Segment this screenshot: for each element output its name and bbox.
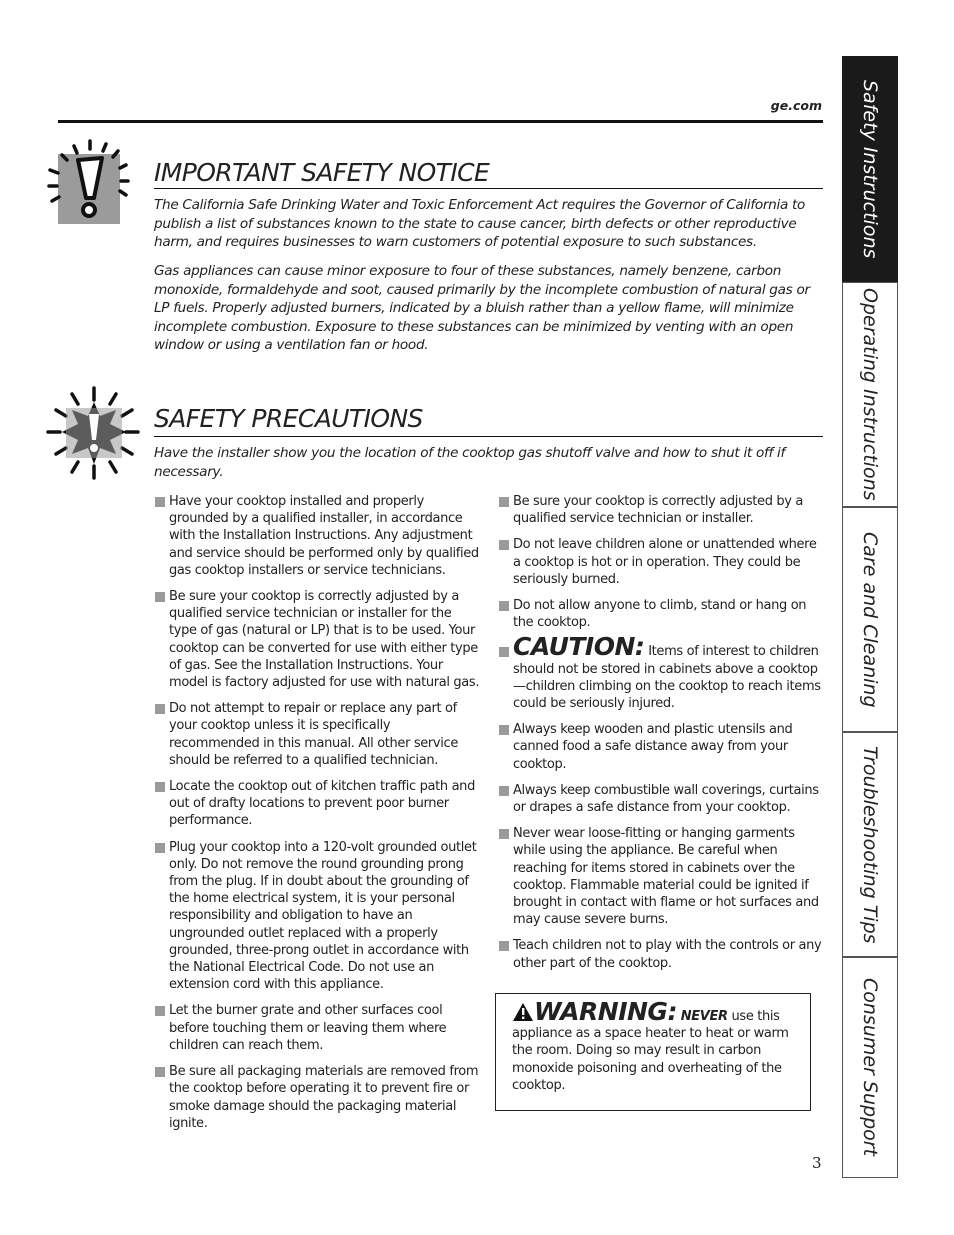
caution-text: Items of interest to children should not be stored in cabinets above a cooktop—children climbing on the cooktop to reach items could be seriously injured. xyxy=(513,644,821,712)
site-url: ge.com xyxy=(770,98,822,113)
list-item: Locate the cooktop out of kitchen traffic path and out of drafty locations to prevent poor burner performance. xyxy=(155,778,481,830)
bullet-square xyxy=(155,782,165,792)
burst-exclamation-icon xyxy=(44,384,144,484)
bullet-square xyxy=(155,1067,165,1077)
bullet-square xyxy=(155,592,165,602)
precautions-title: SAFETY PRECAUTIONS xyxy=(154,404,423,433)
tab-troubleshooting-tips[interactable]: Troubleshooting Tips xyxy=(842,732,898,957)
precautions-rule xyxy=(154,436,823,437)
caution-label: CAUTION: xyxy=(513,632,645,662)
bullet-square xyxy=(499,647,509,657)
notice-paragraph-1: The California Safe Drinking Water and Toxic Enforcement Act requires the Governor of California to publish a list of substances known to the state to cause cancer, birth defects or other reproductive harm, and requires businesses to warn customers of potential exposure to such substances. xyxy=(154,197,806,251)
tab-operating-instructions[interactable]: Operating Instructions xyxy=(842,282,898,507)
bullet-square xyxy=(499,540,509,550)
tab-consumer-support[interactable]: Consumer Support xyxy=(842,957,898,1178)
warning-text: use this appliance as a space heater to heat or warm the room. Doing so may result in carbon monoxide poisoning and overheating of the cooktop. xyxy=(512,1009,789,1093)
list-item: Do not leave children alone or unattended where a cooktop is hot or in operation. They could be seriously burned. xyxy=(499,536,823,588)
notice-title: IMPORTANT SAFETY NOTICE xyxy=(154,158,490,187)
warning-label: WARNING: xyxy=(534,997,677,1026)
list-item: Never wear loose-fitting or hanging garments while using the appliance. Be careful when reaching for items stored in cabinets over the cooktop. Flammable material could be ignited if brought in contact with flame or hot surfaces and may cause severe burns. xyxy=(499,825,823,928)
bullet-square xyxy=(499,786,509,796)
warning-box xyxy=(495,993,811,1111)
bullet-square xyxy=(155,704,165,714)
bullet-square xyxy=(499,941,509,951)
bullet-square xyxy=(155,843,165,853)
right-column xyxy=(499,493,823,981)
list-item: Always keep combustible wall coverings, curtains or drapes a safe distance from your cooktop. xyxy=(499,782,823,816)
exclamation-icon xyxy=(44,138,136,230)
bullet-square xyxy=(499,601,509,611)
notice-paragraph-2: Gas appliances can cause minor exposure to four of these substances, namely benzene, carbon monoxide, formaldehyde and soot, caused primarily by the incomplete combustion of natural gas or LP fuels. Properly adjusted burners, indicated by a bluish rather than a yellow flame, will minimize incomplete combustion. Exposure to these substances can be minimized by venting with an open window or using a ventilation fan or hood. xyxy=(154,263,810,354)
tab-safety-instructions[interactable]: Safety Instructions xyxy=(842,56,898,282)
caution-item xyxy=(499,632,823,712)
bullet-square xyxy=(155,1006,165,1016)
list-item: Have your cooktop installed and properly grounded by a qualified installer, in accordance with the Installation Instructions. Any adjustment and service should be performed only by qualified gas cooktop installers or service technicians. xyxy=(155,493,481,579)
list-item: Do not allow anyone to climb, stand or hang on the cooktop. xyxy=(499,597,823,631)
left-column xyxy=(155,493,481,1141)
bullet-square xyxy=(155,497,165,507)
warning-triangle-icon xyxy=(512,1002,534,1022)
list-item: Be sure your cooktop is correctly adjusted by a qualified service technician or installer for the type of gas (natural or LP) that is to be used. Your cooktop can be converted for use with either type of gas. See the Installation Instructions. Your model is factory adjusted for use with natural gas. xyxy=(155,588,481,691)
list-item: Do not attempt to repair or replace any part of your cooktop unless it is specifically recommended in this manual. All other service should be referred to a qualified technician. xyxy=(155,700,481,769)
page-number: 3 xyxy=(812,1154,822,1172)
bullet-square xyxy=(499,497,509,507)
bullet-square xyxy=(499,829,509,839)
precautions-intro: Have the installer show you the location of the cooktop gas shutoff valve and how to shut it off if necessary. xyxy=(154,445,785,480)
top-rule xyxy=(58,120,823,123)
list-item: Be sure all packaging materials are removed from the cooktop before operating it to prevent fire or smoke damage should the packaging material ignite. xyxy=(155,1063,481,1132)
bullet-square xyxy=(499,725,509,735)
warning-never: NEVER xyxy=(680,1009,728,1024)
notice-rule xyxy=(154,188,823,189)
list-item: Plug your cooktop into a 120-volt grounded outlet only. Do not remove the round grounding prong from the plug. If in doubt about the grounding of the home electrical system, it is your personal responsibility and obligation to have an ungrounded outlet replaced with a properly grounded, three-prong outlet in accordance with the National Electrical Code. Do not use an extension cord with this appliance. xyxy=(155,839,481,994)
list-item: Be sure your cooktop is correctly adjusted by a qualified service technician or installer. xyxy=(499,493,823,527)
list-item: Let the burner grate and other surfaces cool before touching them or leaving them where children can reach them. xyxy=(155,1002,481,1054)
tab-care-and-cleaning[interactable]: Care and Cleaning xyxy=(842,507,898,732)
side-tabs xyxy=(842,56,898,1178)
list-item: Teach children not to play with the controls or any other part of the cooktop. xyxy=(499,937,823,971)
list-item: Always keep wooden and plastic utensils and canned food a safe distance away from your cooktop. xyxy=(499,721,823,773)
